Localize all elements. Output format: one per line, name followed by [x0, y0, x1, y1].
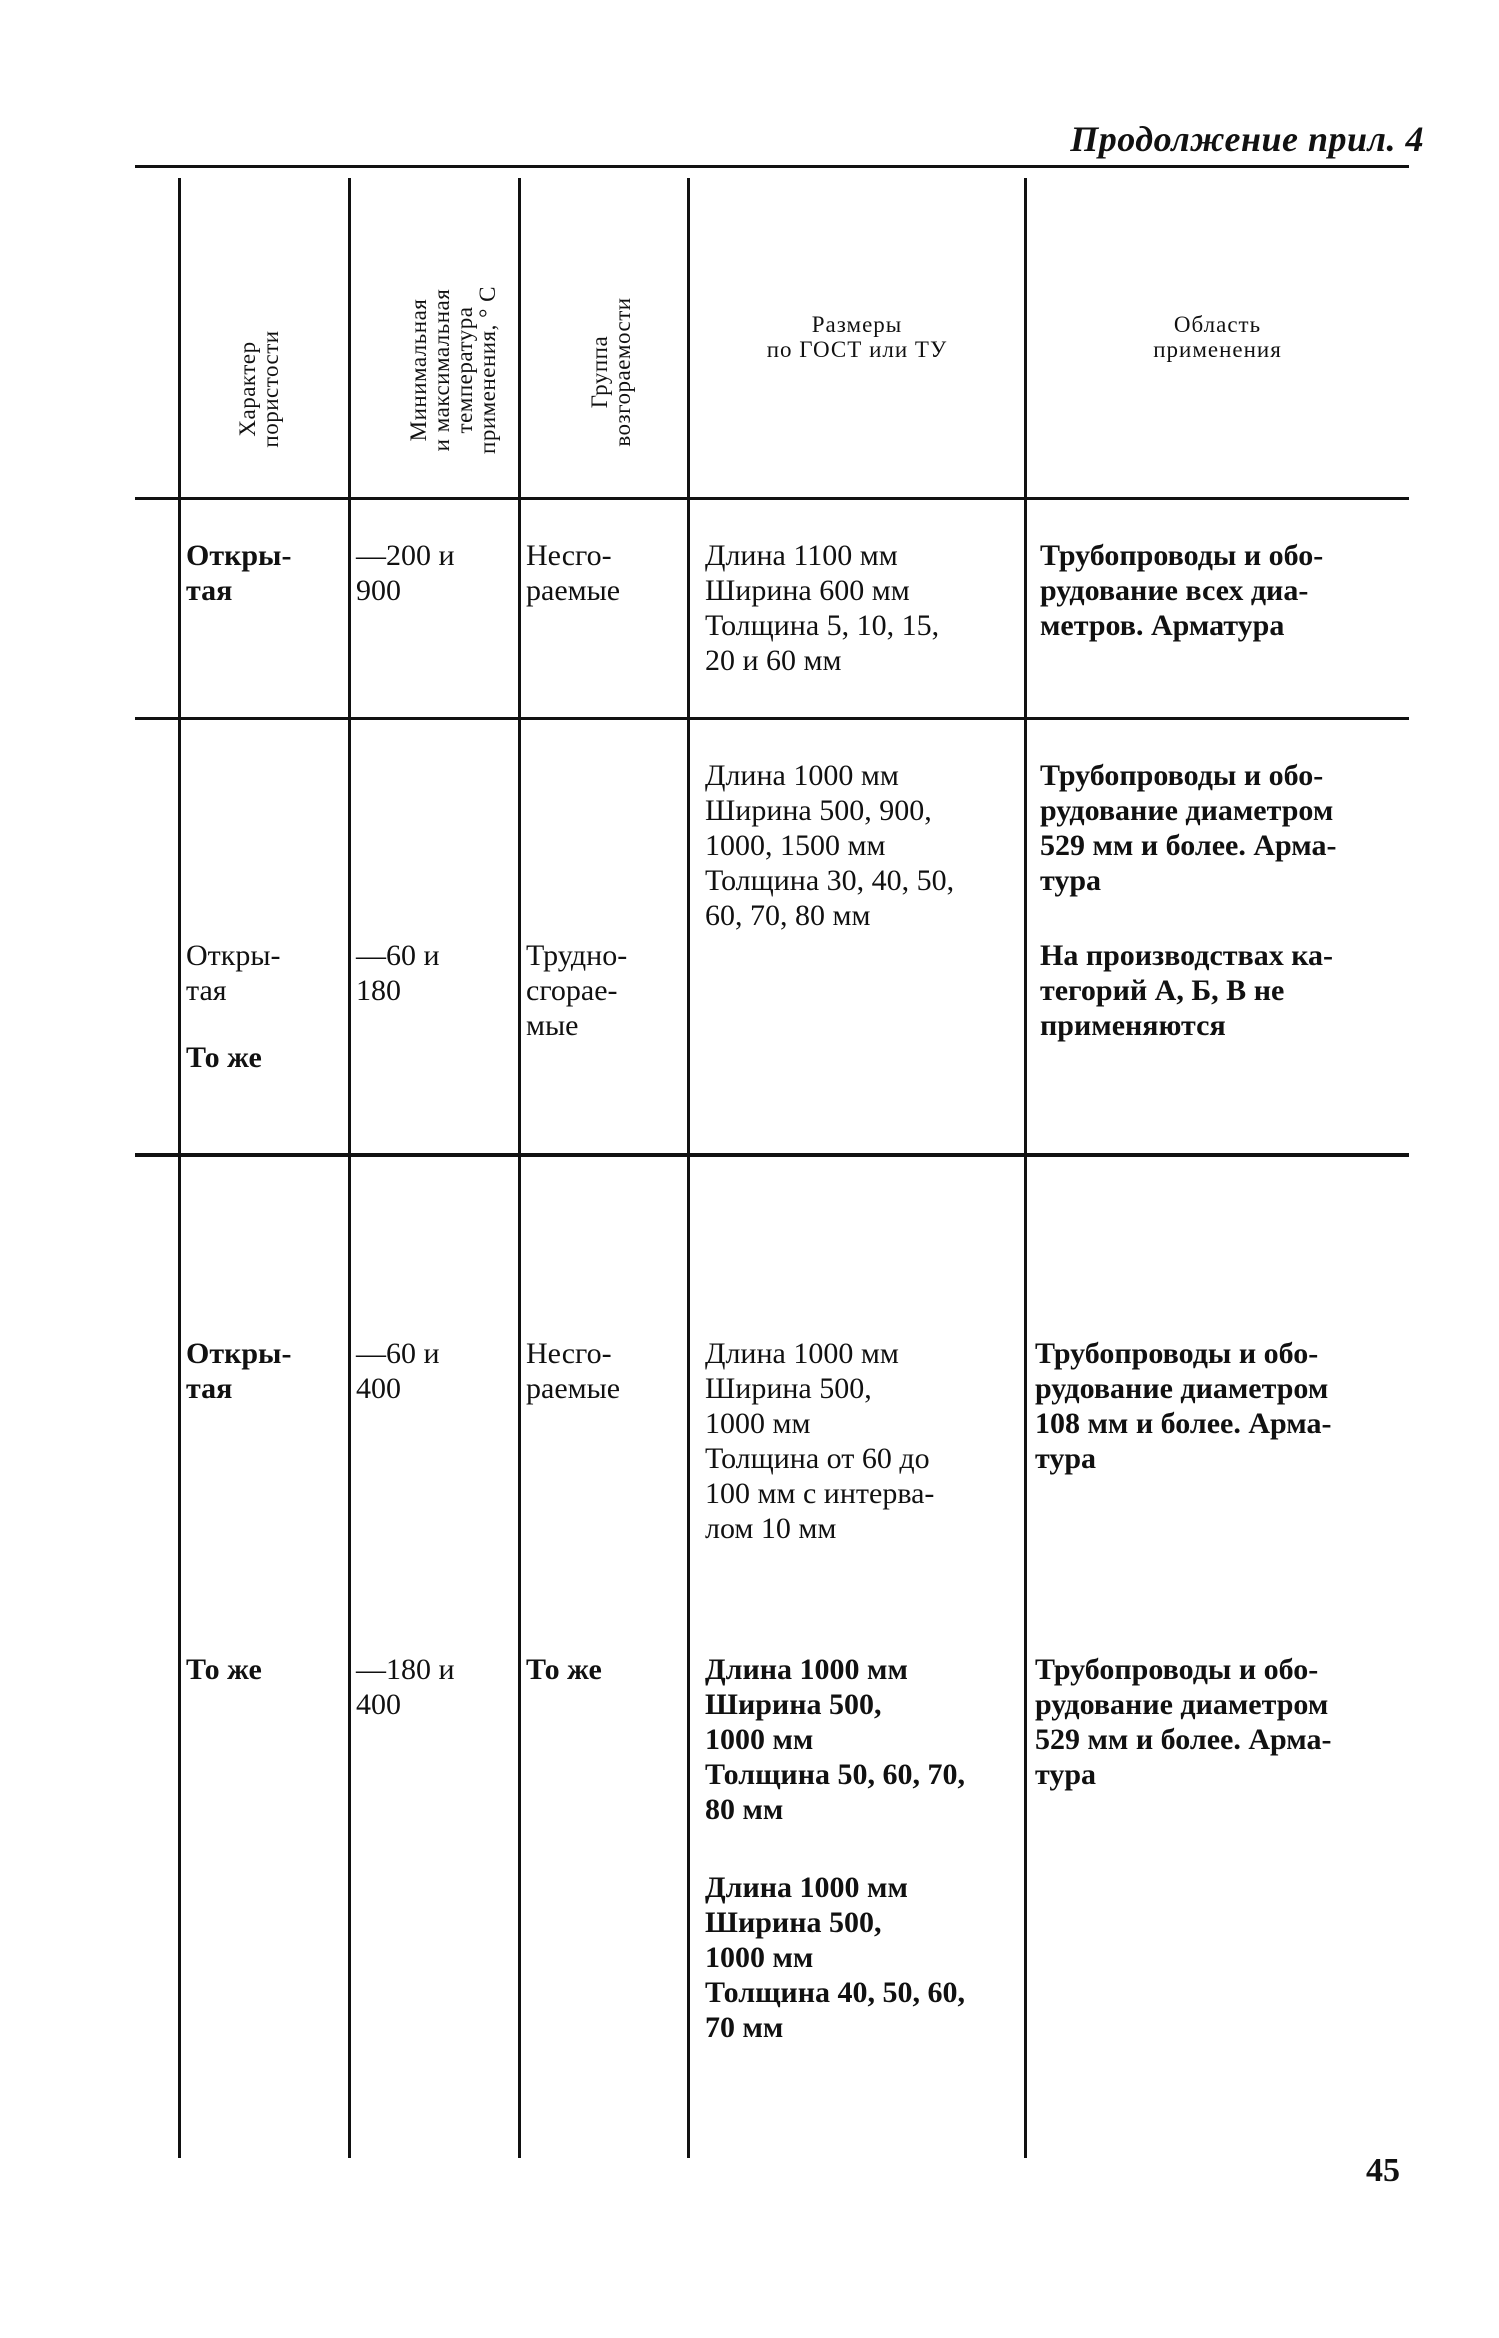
row2-porosity-same: То же [186, 1041, 262, 1074]
header-porosity: Характер пористости [235, 330, 283, 448]
row1-porosity: Откры- тая [186, 539, 292, 607]
row2-porosity: Откры- тая [186, 939, 281, 1007]
column-rule-4 [687, 178, 690, 2158]
column-rule-1 [178, 178, 181, 2158]
row4-porosity: То же [186, 1653, 262, 1686]
row1-temperature: —200 и 900 [356, 539, 455, 607]
page-number: 45 [1366, 2152, 1400, 2189]
row4-flammability: То же [526, 1653, 602, 1686]
row1-flammability: Несго- раемые [526, 539, 621, 607]
table-top-rule [135, 165, 1409, 168]
row2-sizes: Длина 1000 мм Ширина 500, 900, 1000, 1500 мм Толщина 30, 40, 50, 60, 70, 80 мм [705, 759, 955, 932]
header-sizes: Размеры по ГОСТ или ТУ [766, 312, 948, 362]
row2-flammability: Трудно- сгорае- мые [526, 939, 628, 1042]
row4-application: Трубопроводы и обо- рудование диаметром 529 мм и более. Арма- тура [1035, 1653, 1332, 1791]
row2-temperature: —60 и 180 [356, 939, 440, 1007]
row-divider-2 [135, 1153, 1409, 1157]
row3-application: Трубопроводы и обо- рудование диаметром 108 мм и более. Арма- тура [1035, 1337, 1332, 1475]
row4-sizes: Длина 1000 мм Ширина 500, 1000 мм Толщина 50, 60, 70, 80 мм [705, 1653, 965, 1826]
header-application: Область применения [1153, 312, 1282, 362]
row4-temperature: —180 и 400 [356, 1653, 455, 1721]
row3-porosity: Откры- тая [186, 1337, 292, 1405]
row1-application: Трубопроводы и обо- рудование всех диа- метров. Арматура [1040, 539, 1324, 642]
row3-temperature: —60 и 400 [356, 1337, 440, 1405]
row3-sizes: Длина 1000 мм Ширина 500, 1000 мм Толщина от 60 до 100 мм с интерва- лом 10 мм [705, 1337, 935, 1545]
row-divider-1 [135, 717, 1409, 720]
continuation-label: Продолжение прил. 4 [1070, 119, 1424, 159]
row4-sizes-alt: Длина 1000 мм Ширина 500, 1000 мм Толщина 40, 50, 60, 70 мм [705, 1871, 965, 2044]
header-flammability: Группа возгораемости [587, 297, 635, 447]
column-rule-5 [1024, 178, 1027, 2158]
column-rule-2 [348, 178, 351, 2158]
header-temperature: Минимальная и максимальная температура применения, ° С [406, 286, 500, 454]
row2-application-note: На производствах ка- тегорий А, Б, В не применяются [1040, 939, 1334, 1042]
row2-application: Трубопроводы и обо- рудование диаметром 529 мм и более. Арма- тура [1040, 759, 1337, 897]
row3-flammability: Несго- раемые [526, 1337, 621, 1405]
row1-sizes: Длина 1100 мм Ширина 600 мм Толщина 5, 10, 15, 20 и 60 мм [705, 539, 940, 677]
header-bottom-rule [135, 497, 1409, 500]
column-rule-3 [518, 178, 521, 2158]
